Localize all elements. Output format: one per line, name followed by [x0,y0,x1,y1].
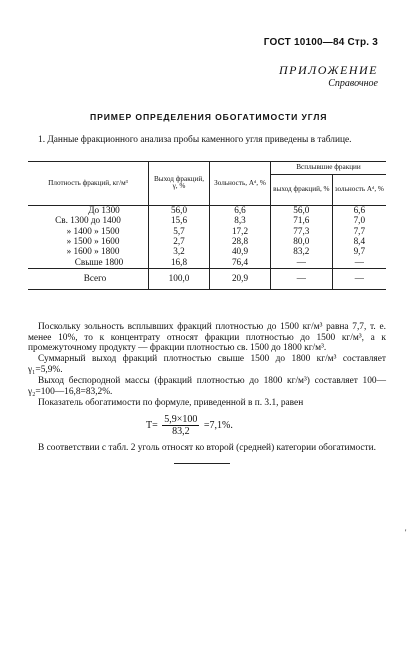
header-yield: Выход фракций, γ, % [149,162,210,206]
cell-density: Свыше 1800 [28,257,149,268]
fraction-table [28,161,386,290]
formula [146,414,233,437]
cell-ash: 76,4 [210,257,271,268]
cell-density: » 1500 » 1600 [66,236,120,247]
formula-fraction [162,414,199,437]
cell-yield: 5,7 [149,226,210,236]
cell-float-yield: 71,6 [271,216,333,226]
cell-density: Св. 1300 до 1400 [55,215,121,226]
margin-mark: ' [405,528,407,537]
cell-ash: 20,9 [210,268,271,289]
appendix-subtitle: Справочное [328,78,378,89]
cell-ash: 8,3 [210,216,271,226]
page-header: ГОСТ 10100—84 Стр. 3 [263,37,378,48]
cell-float-ash: — [332,257,386,268]
cell-float-ash: — [332,268,386,289]
cell-ash: 28,8 [210,237,271,247]
table-row [28,216,386,226]
formula-denominator: 83,2 [172,426,190,437]
cell-float-ash: 8,4 [332,237,386,247]
cell-density: » 1600 » 1800 [66,246,120,257]
cell-yield: 3,2 [149,247,210,257]
cell-float-ash: 7,7 [332,226,386,236]
cell-float-ash: 6,6 [332,205,386,216]
cell-density: » 1400 » 1500 [66,225,120,236]
end-rule [174,463,230,464]
table-row [28,247,386,257]
cell-yield: 15,6 [149,216,210,226]
cell-yield: 100,0 [149,268,210,289]
formula-lhs: T= [146,420,158,431]
cell-density: Всего [28,268,149,289]
cell-float-yield: — [271,268,333,289]
cell-ash: 6,6 [210,205,271,216]
cell-float-yield: 56,0 [271,205,333,216]
washability-paragraph: Показатель обогатимости по формуле, приведенной в п. 3.1, равен [38,398,304,408]
section-title: ПРИМЕР ОПРЕДЕЛЕНИЯ ОБОГАТИМОСТИ УГЛЯ [90,112,328,122]
concentrate-paragraph: Поскольку зольность всплывших фракций плотностью до 1500 кг/м³ равна 7,7, т. е. менее 10%, то к концентрату относят фракции плотностью до 1500 кг/м³, а к промежуточному продукту — фракции плотностью св. 1500 до 1800 кг/м³. [28,322,386,353]
cell-yield: 56,0 [149,205,210,216]
cell-ash: 40,9 [210,247,271,257]
cell-density: До 1300 [88,205,120,216]
formula-rhs: =7,1%. [203,420,233,431]
total-yield-paragraph: Суммарный выход фракций плотностью свыше 1500 до 1800 кг/м³ составляет γ₁=5,9%. [28,354,386,375]
cell-ash: 17,2 [210,226,271,236]
table-total-row [28,268,386,289]
header-density: Плотность фракций, кг/м³ [28,162,149,206]
cell-float-yield: 80,0 [271,237,333,247]
conclusion-paragraph: В соответствии с табл. 2 уголь относят ко второй (средней) категории обогатимости. [38,443,376,453]
cell-float-yield: 83,2 [271,247,333,257]
header-floating: Всплывшие фракции [271,162,387,175]
intro-paragraph: 1. Данные фракционного анализа пробы каменного угля приведены в таблице. [38,135,352,145]
cell-float-yield: 77,3 [271,226,333,236]
cell-yield: 2,7 [149,237,210,247]
cell-float-yield: — [271,257,333,268]
cell-float-ash: 9,7 [332,247,386,257]
cell-float-ash: 7,0 [332,216,386,226]
table-row [28,205,386,216]
formula-numerator: 5,9×100 [164,414,198,425]
header-float-yield: выход фракций, % [271,174,333,205]
barren-mass-paragraph: Выход беспородной массы (фракций плотностью до 1800 кг/м³) составляет 100—γ₂=100—16,8=83,2%. [28,376,386,397]
header-ash: Зольность, Aᵈ, % [210,162,271,206]
appendix-title: ПРИЛОЖЕНИЕ [279,63,378,77]
table-row [28,257,386,268]
cell-yield: 16,8 [149,257,210,268]
header-float-ash: зольность Aᵈ, % [332,174,386,205]
